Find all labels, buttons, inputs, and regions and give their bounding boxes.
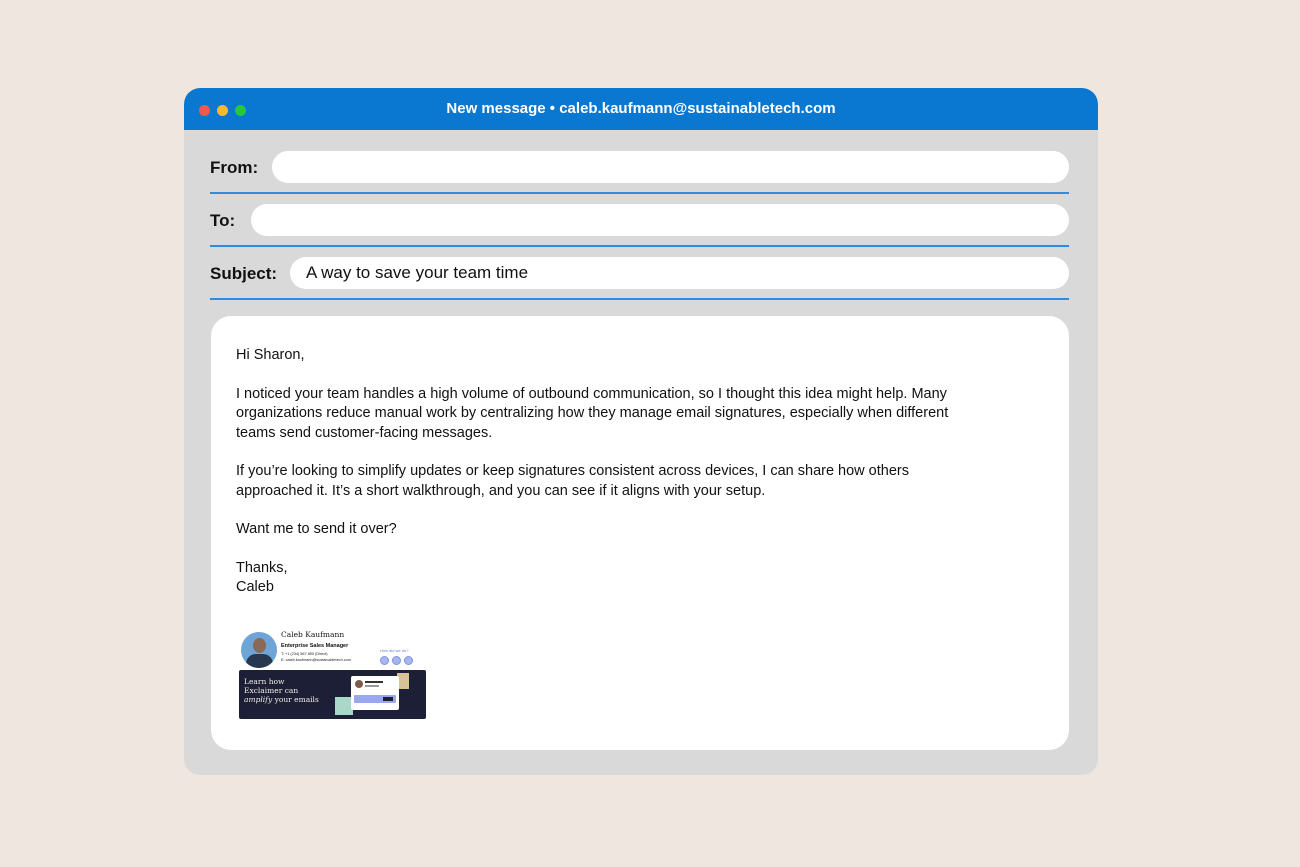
- avatar-torso: [246, 654, 273, 668]
- mockup-line: [365, 681, 383, 683]
- from-row: [210, 151, 1069, 185]
- subject-label: Subject:: [210, 264, 278, 283]
- signature-email[interactable]: E: caleb.kaufmann@sustainabletech.com: [281, 657, 351, 662]
- signature-name: Caleb Kaufmann: [281, 630, 345, 639]
- banner-line-1: Learn how: [244, 677, 285, 686]
- mockup-button: [383, 697, 393, 701]
- greeting: Hi Sharon,: [236, 347, 305, 363]
- neutral-face-icon[interactable]: [392, 656, 401, 665]
- subject-row: [210, 257, 1069, 291]
- to-field[interactable]: [251, 204, 1069, 236]
- from-divider: [210, 192, 1069, 194]
- window-title: New message • caleb.kaufmann@sustainabletech.com: [446, 100, 836, 117]
- paragraph-2-line-2: approached it. It’s a short walkthrough, and you can see if it aligns with your setup.: [236, 482, 766, 499]
- message-text: [236, 346, 956, 617]
- happy-face-icon[interactable]: [404, 656, 413, 665]
- banner-signature-mockup: [351, 676, 399, 710]
- mockup-line: [365, 685, 379, 687]
- signature-role: Enterprise Sales Manager: [281, 643, 349, 649]
- sad-face-icon[interactable]: [380, 656, 389, 665]
- banner-line-3-italic: amplify: [244, 695, 273, 704]
- to-divider: [210, 245, 1069, 247]
- paragraph-2-line-1: If you’re looking to simplify updates or keep signatures consistent across devices, I can share how others: [236, 463, 909, 479]
- title-bar: [184, 88, 1098, 130]
- from-label: From:: [210, 158, 259, 177]
- sign-off: [236, 559, 956, 598]
- subject-field[interactable]: A way to save your team time: [290, 257, 1069, 289]
- paragraph-1-line-2: organizations reduce manual work by centralizing how they manage email signatures, especially when different: [236, 405, 949, 421]
- mockup-avatar: [355, 680, 363, 688]
- email-signature: [239, 626, 427, 726]
- paragraph-1-line-1: I noticed your team handles a high volume of outbound communication, so I thought this idea might help. Many: [236, 385, 947, 402]
- paragraph-1: [236, 385, 956, 444]
- paragraph-2: [236, 462, 956, 501]
- signature-phone[interactable]: T: +1 (234) 567 890 (Direct): [281, 652, 328, 656]
- message-body[interactable]: [211, 316, 1069, 750]
- rating-prompt: How did we do?: [380, 648, 409, 653]
- to-row: [210, 204, 1069, 238]
- avatar: [241, 632, 277, 668]
- to-label: To:: [210, 211, 236, 230]
- banner-line-3-rest: your emails: [272, 695, 319, 704]
- paragraph-3: Want me to send it over?: [236, 521, 397, 537]
- rating-faces: [380, 656, 413, 665]
- banner-text: [244, 677, 319, 704]
- compose-window: [184, 88, 1098, 775]
- subject-divider: [210, 298, 1069, 300]
- sign-off-line: Thanks,: [236, 559, 288, 576]
- avatar-head: [253, 638, 266, 653]
- paragraph-1-line-3: teams send customer-facing messages.: [236, 424, 493, 441]
- sender-name: Caleb: [236, 579, 274, 595]
- banner-line-2: Exclaimer can: [244, 686, 299, 695]
- signature-contact: [281, 652, 381, 663]
- signature-banner[interactable]: [239, 670, 426, 719]
- from-field[interactable]: [272, 151, 1069, 183]
